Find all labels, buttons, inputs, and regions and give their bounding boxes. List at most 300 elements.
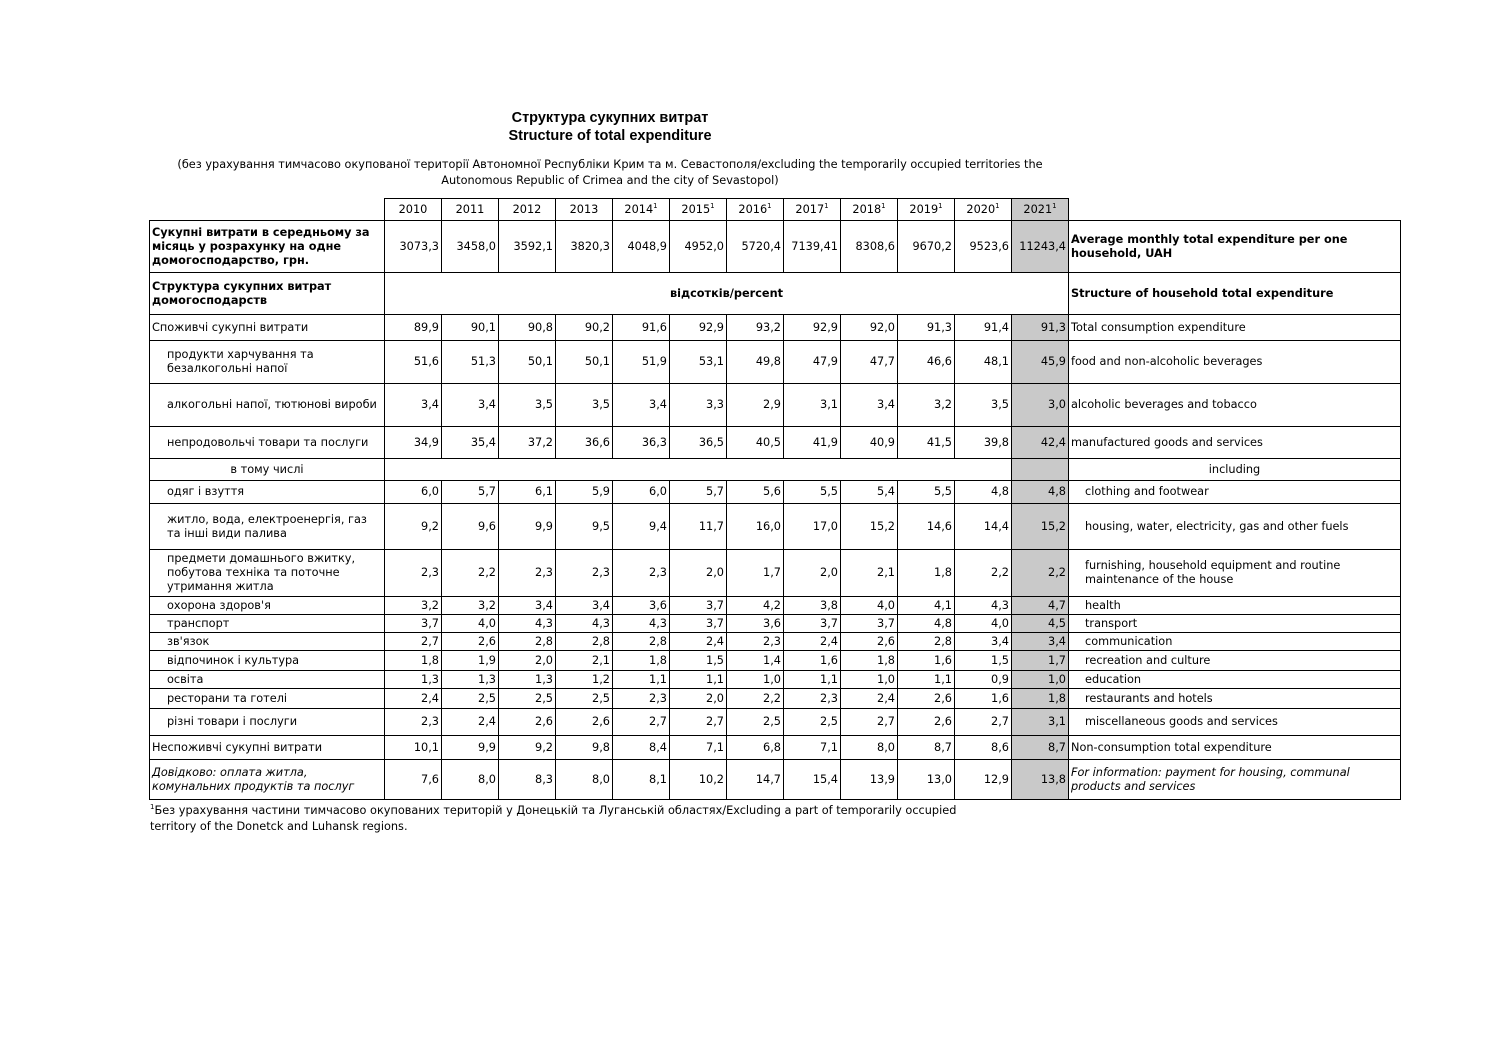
value-cell: 13,9 — [841, 760, 898, 800]
row-label-uk: охорона здоров'я — [150, 597, 385, 615]
value-cell: 8,7 — [1012, 736, 1069, 760]
value-cell: 3,4 — [499, 597, 556, 615]
value-cell: 1,7 — [1012, 651, 1069, 671]
value-cell: 91,6 — [613, 315, 670, 341]
value-cell: 3,8 — [784, 597, 841, 615]
value-cell: 1,2 — [556, 671, 613, 689]
value-cell: 3,4 — [442, 384, 499, 427]
value-cell: 7139,41 — [784, 221, 841, 273]
value-cell: 2,0 — [499, 651, 556, 671]
value-cell: 16,0 — [727, 504, 784, 550]
value-cell: 2,6 — [841, 633, 898, 651]
value-cell: 0,9 — [955, 671, 1012, 689]
value-cell: 2,3 — [613, 689, 670, 709]
value-cell: 90,8 — [499, 315, 556, 341]
value-cell: 8,6 — [955, 736, 1012, 760]
row-label-uk: алкогольні напої, тютюнові вироби — [150, 384, 385, 427]
row-label-en: furnishing, household equipment and routine maintenance of the house — [1069, 550, 1401, 597]
year-header-cell — [1012, 199, 1069, 221]
value-cell: 1,3 — [499, 671, 556, 689]
value-cell: 1,7 — [727, 550, 784, 597]
expenditure-table — [149, 198, 1401, 800]
including-empty — [385, 459, 1012, 481]
value-cell: 4,3 — [613, 615, 670, 633]
row-label-en: housing, water, electricity, gas and other fuels — [1069, 504, 1401, 550]
value-cell: 2,5 — [727, 709, 784, 736]
value-cell: 2,5 — [556, 689, 613, 709]
value-cell: 3,4 — [385, 384, 442, 427]
value-cell: 5,7 — [442, 481, 499, 504]
year-footnote-marker: 1 — [824, 201, 829, 210]
value-cell: 3,7 — [385, 615, 442, 633]
value-cell: 41,9 — [784, 427, 841, 459]
year-label: 2017 — [795, 202, 825, 216]
value-cell: 3820,3 — [556, 221, 613, 273]
value-cell: 6,0 — [385, 481, 442, 504]
table-row — [150, 689, 1401, 709]
value-cell: 5,5 — [898, 481, 955, 504]
value-cell: 8,0 — [442, 760, 499, 800]
row-label-uk: непродовольчі товари та послуги — [150, 427, 385, 459]
row-label-uk: Структура сукупних витрат домогосподарств — [150, 273, 385, 315]
year-footnote-marker: 1 — [653, 201, 658, 210]
value-cell: 4,3 — [556, 615, 613, 633]
value-cell: 2,3 — [385, 550, 442, 597]
value-cell: 14,4 — [955, 504, 1012, 550]
value-cell: 1,1 — [613, 671, 670, 689]
row-label-en: alcoholic beverages and tobacco — [1069, 384, 1401, 427]
row-label-en: health — [1069, 597, 1401, 615]
value-cell: 9,2 — [499, 736, 556, 760]
value-cell: 5,9 — [556, 481, 613, 504]
row-label-en: manufactured goods and services — [1069, 427, 1401, 459]
value-cell: 3,5 — [955, 384, 1012, 427]
row-label-uk: ресторани та готелі — [150, 689, 385, 709]
value-cell: 2,4 — [670, 633, 727, 651]
value-cell: 3,4 — [1012, 633, 1069, 651]
row-label-uk: Споживчі сукупні витрати — [150, 315, 385, 341]
value-cell: 6,8 — [727, 736, 784, 760]
value-cell: 2,3 — [499, 550, 556, 597]
value-cell: 2,6 — [556, 709, 613, 736]
value-cell: 7,1 — [784, 736, 841, 760]
year-header-cell — [499, 199, 556, 221]
including-label-en: including — [1069, 459, 1401, 481]
value-cell: 3,6 — [727, 615, 784, 633]
value-cell: 1,6 — [784, 651, 841, 671]
header-empty-left — [150, 199, 385, 221]
value-cell: 7,1 — [670, 736, 727, 760]
year-header-cell — [784, 199, 841, 221]
year-header-cell — [556, 199, 613, 221]
value-cell: 14,7 — [727, 760, 784, 800]
subtitle-line-1: (без урахування тимчасово окупованої території Автономної Республіки Крим та м. Севастополя/excluding the temporarily occupied territories the — [177, 158, 1043, 171]
value-cell: 8,3 — [499, 760, 556, 800]
row-label-uk: зв'язок — [150, 633, 385, 651]
value-cell: 1,3 — [442, 671, 499, 689]
value-cell: 48,1 — [955, 341, 1012, 384]
year-header-cell — [841, 199, 898, 221]
value-cell: 3,1 — [1012, 709, 1069, 736]
value-cell: 2,5 — [784, 709, 841, 736]
value-cell: 4,5 — [1012, 615, 1069, 633]
value-cell: 2,2 — [1012, 550, 1069, 597]
value-cell: 5,7 — [670, 481, 727, 504]
including-label-uk: в тому числі — [150, 459, 385, 481]
value-cell: 5,4 — [841, 481, 898, 504]
year-header-cell — [442, 199, 499, 221]
value-cell: 90,1 — [442, 315, 499, 341]
value-cell: 9,2 — [385, 504, 442, 550]
including-empty-highlight — [1012, 459, 1069, 481]
value-cell: 1,6 — [955, 689, 1012, 709]
value-cell: 1,0 — [841, 671, 898, 689]
value-cell: 1,0 — [1012, 671, 1069, 689]
row-label-en: communication — [1069, 633, 1401, 651]
value-cell: 3592,1 — [499, 221, 556, 273]
value-cell: 8,4 — [613, 736, 670, 760]
table-row-including — [150, 459, 1401, 481]
value-cell: 1,5 — [670, 651, 727, 671]
year-footnote-marker: 1 — [710, 201, 715, 210]
value-cell: 2,3 — [727, 633, 784, 651]
value-cell: 15,4 — [784, 760, 841, 800]
value-cell: 3,4 — [556, 597, 613, 615]
value-cell: 8,1 — [613, 760, 670, 800]
row-label-en: education — [1069, 671, 1401, 689]
value-cell: 50,1 — [499, 341, 556, 384]
table-row — [150, 633, 1401, 651]
value-cell: 2,4 — [385, 689, 442, 709]
value-cell: 9,4 — [613, 504, 670, 550]
table-row — [150, 341, 1401, 384]
value-cell: 2,6 — [898, 709, 955, 736]
value-cell: 3,0 — [1012, 384, 1069, 427]
footnote-marker: 1 — [150, 803, 155, 811]
table-row-average — [150, 221, 1401, 273]
value-cell: 4,0 — [442, 615, 499, 633]
value-cell: 3,4 — [955, 633, 1012, 651]
value-cell: 2,8 — [898, 633, 955, 651]
value-cell: 2,5 — [499, 689, 556, 709]
value-cell: 2,4 — [442, 709, 499, 736]
header-row-years — [150, 199, 1401, 221]
row-label-uk: освіта — [150, 671, 385, 689]
value-cell: 37,2 — [499, 427, 556, 459]
value-cell: 42,4 — [1012, 427, 1069, 459]
value-cell: 3,4 — [613, 384, 670, 427]
value-cell: 5720,4 — [727, 221, 784, 273]
value-cell: 92,0 — [841, 315, 898, 341]
row-label-uk: продукти харчування та безалкогольні напої — [150, 341, 385, 384]
row-label-uk: предмети домашнього вжитку, побутова техніка та поточне утримання житла — [150, 550, 385, 597]
value-cell: 7,6 — [385, 760, 442, 800]
value-cell: 2,0 — [670, 550, 727, 597]
row-label-en: Total consumption expenditure — [1069, 315, 1401, 341]
value-cell: 2,1 — [841, 550, 898, 597]
value-cell: 51,6 — [385, 341, 442, 384]
value-cell: 8,0 — [556, 760, 613, 800]
value-cell: 4048,9 — [613, 221, 670, 273]
value-cell: 4,8 — [1012, 481, 1069, 504]
year-label: 2010 — [398, 202, 428, 216]
value-cell: 2,3 — [613, 550, 670, 597]
table-row — [150, 736, 1401, 760]
value-cell: 3458,0 — [442, 221, 499, 273]
year-header-cell — [670, 199, 727, 221]
value-cell: 3,7 — [784, 615, 841, 633]
value-cell: 1,8 — [898, 550, 955, 597]
value-cell: 91,3 — [1012, 315, 1069, 341]
year-footnote-marker: 1 — [995, 201, 1000, 210]
value-cell: 1,0 — [727, 671, 784, 689]
value-cell: 3,5 — [556, 384, 613, 427]
table-row — [150, 760, 1401, 800]
year-header-cell — [613, 199, 670, 221]
value-cell: 50,1 — [556, 341, 613, 384]
value-cell: 9,9 — [442, 736, 499, 760]
value-cell: 2,0 — [670, 689, 727, 709]
value-cell: 4,3 — [955, 597, 1012, 615]
value-cell: 2,4 — [841, 689, 898, 709]
row-label-en: miscellaneous goods and services — [1069, 709, 1401, 736]
footnote-line-1: Без урахування частини тимчасово окупованих територій у Донецькій та Луганській областях/Excluding a part of temporarily occupied — [154, 804, 957, 817]
value-cell: 47,7 — [841, 341, 898, 384]
value-cell: 1,9 — [442, 651, 499, 671]
year-label: 2012 — [512, 202, 542, 216]
value-cell: 1,4 — [727, 651, 784, 671]
table-row — [150, 384, 1401, 427]
value-cell: 1,8 — [385, 651, 442, 671]
value-cell: 4,8 — [955, 481, 1012, 504]
value-cell: 3,1 — [784, 384, 841, 427]
header-empty-right — [1069, 199, 1401, 221]
value-cell: 4,0 — [955, 615, 1012, 633]
value-cell: 3073,3 — [385, 221, 442, 273]
value-cell: 6,0 — [613, 481, 670, 504]
value-cell: 93,2 — [727, 315, 784, 341]
value-cell: 3,4 — [841, 384, 898, 427]
value-cell: 5,6 — [727, 481, 784, 504]
table-row — [150, 504, 1401, 550]
year-footnote-marker: 1 — [1052, 201, 1057, 210]
value-cell: 11243,4 — [1012, 221, 1069, 273]
value-cell: 2,5 — [442, 689, 499, 709]
value-cell: 15,2 — [1012, 504, 1069, 550]
year-header-cell — [955, 199, 1012, 221]
row-label-uk: житло, вода, електроенергія, газ та інші види палива — [150, 504, 385, 550]
row-label-en: For information: payment for housing, communal products and services — [1069, 760, 1401, 800]
value-cell: 9,5 — [556, 504, 613, 550]
value-cell: 2,9 — [727, 384, 784, 427]
value-cell: 40,5 — [727, 427, 784, 459]
value-cell: 1,1 — [670, 671, 727, 689]
row-label-en: transport — [1069, 615, 1401, 633]
value-cell: 2,2 — [955, 550, 1012, 597]
value-cell: 1,8 — [841, 651, 898, 671]
value-cell: 40,9 — [841, 427, 898, 459]
value-cell: 3,2 — [442, 597, 499, 615]
value-cell: 2,2 — [442, 550, 499, 597]
year-footnote-marker: 1 — [767, 201, 772, 210]
value-cell: 8,7 — [898, 736, 955, 760]
row-label-uk: транспорт — [150, 615, 385, 633]
year-label: 2016 — [738, 202, 768, 216]
value-cell: 1,8 — [613, 651, 670, 671]
value-cell: 8308,6 — [841, 221, 898, 273]
value-cell: 4,1 — [898, 597, 955, 615]
table-row — [150, 597, 1401, 615]
value-cell: 2,2 — [727, 689, 784, 709]
year-label: 2014 — [624, 202, 654, 216]
value-cell: 9670,2 — [898, 221, 955, 273]
value-cell: 53,1 — [670, 341, 727, 384]
value-cell: 3,7 — [841, 615, 898, 633]
value-cell: 41,5 — [898, 427, 955, 459]
footnote-line-2: territory of the Donetck and Luhansk regions. — [150, 820, 408, 833]
row-label-uk: одяг і взуття — [150, 481, 385, 504]
table-row — [150, 481, 1401, 504]
value-cell: 3,3 — [670, 384, 727, 427]
table-row — [150, 427, 1401, 459]
year-label: 2019 — [909, 202, 939, 216]
value-cell: 51,3 — [442, 341, 499, 384]
value-cell: 17,0 — [784, 504, 841, 550]
value-cell: 10,2 — [670, 760, 727, 800]
value-cell: 9523,6 — [955, 221, 1012, 273]
value-cell: 92,9 — [670, 315, 727, 341]
row-label-en: clothing and footwear — [1069, 481, 1401, 504]
value-cell: 3,7 — [670, 615, 727, 633]
value-cell: 3,2 — [898, 384, 955, 427]
table-row — [150, 615, 1401, 633]
value-cell: 2,4 — [784, 633, 841, 651]
value-cell: 36,6 — [556, 427, 613, 459]
value-cell: 2,3 — [385, 709, 442, 736]
value-cell: 3,2 — [385, 597, 442, 615]
value-cell: 1,5 — [955, 651, 1012, 671]
value-cell: 2,7 — [841, 709, 898, 736]
value-cell: 35,4 — [442, 427, 499, 459]
year-header-cell — [898, 199, 955, 221]
year-header-cell — [385, 199, 442, 221]
row-label-en: restaurants and hotels — [1069, 689, 1401, 709]
value-cell: 2,3 — [784, 689, 841, 709]
value-cell: 3,6 — [613, 597, 670, 615]
row-label-en: Structure of household total expenditure — [1069, 273, 1401, 315]
value-cell: 4,3 — [499, 615, 556, 633]
value-cell: 2,3 — [556, 550, 613, 597]
value-cell: 2,0 — [784, 550, 841, 597]
value-cell: 34,9 — [385, 427, 442, 459]
value-cell: 1,6 — [898, 651, 955, 671]
value-cell: 2,6 — [898, 689, 955, 709]
value-cell: 91,4 — [955, 315, 1012, 341]
value-cell: 46,6 — [898, 341, 955, 384]
year-header-cell — [727, 199, 784, 221]
value-cell: 4,8 — [898, 615, 955, 633]
value-cell: 14,6 — [898, 504, 955, 550]
value-cell: 4,7 — [1012, 597, 1069, 615]
value-cell: 13,0 — [898, 760, 955, 800]
value-cell: 36,5 — [670, 427, 727, 459]
value-cell: 5,5 — [784, 481, 841, 504]
unit-label: відсотків/percent — [385, 273, 1069, 315]
value-cell: 2,7 — [955, 709, 1012, 736]
title-english: Structure of total expenditure — [508, 128, 712, 144]
value-cell: 2,6 — [442, 633, 499, 651]
row-label-en: Average monthly total expenditure per one household, UAH — [1069, 221, 1401, 273]
subtitle-line-2: Autonomous Republic of Crimea and the city of Sevastopol) — [441, 174, 779, 187]
row-label-uk: Довідково: оплата житла, комунальних продуктів та послуг — [150, 760, 385, 800]
table-row — [150, 550, 1401, 597]
year-label: 2015 — [681, 202, 711, 216]
value-cell: 1,1 — [898, 671, 955, 689]
value-cell: 6,1 — [499, 481, 556, 504]
value-cell: 4952,0 — [670, 221, 727, 273]
row-label-uk: Сукупні витрати в середньому за місяць у розрахунку на одне домогосподарство, грн. — [150, 221, 385, 273]
value-cell: 89,9 — [385, 315, 442, 341]
value-cell: 39,8 — [955, 427, 1012, 459]
value-cell: 92,9 — [784, 315, 841, 341]
year-label: 2021 — [1023, 202, 1053, 216]
value-cell: 2,8 — [556, 633, 613, 651]
year-label: 2020 — [966, 202, 996, 216]
row-label-en: Non-consumption total expenditure — [1069, 736, 1401, 760]
year-label: 2011 — [455, 202, 485, 216]
table-row — [150, 651, 1401, 671]
value-cell: 3,5 — [499, 384, 556, 427]
value-cell: 9,8 — [556, 736, 613, 760]
table-row — [150, 709, 1401, 736]
table-row-structure — [150, 273, 1401, 315]
value-cell: 91,3 — [898, 315, 955, 341]
value-cell: 90,2 — [556, 315, 613, 341]
row-label-uk: різні товари і послуги — [150, 709, 385, 736]
value-cell: 2,8 — [499, 633, 556, 651]
value-cell: 45,9 — [1012, 341, 1069, 384]
value-cell: 51,9 — [613, 341, 670, 384]
value-cell: 1,3 — [385, 671, 442, 689]
table-row — [150, 315, 1401, 341]
value-cell: 10,1 — [385, 736, 442, 760]
year-label: 2018 — [852, 202, 882, 216]
value-cell: 2,1 — [556, 651, 613, 671]
value-cell: 36,3 — [613, 427, 670, 459]
row-label-en: recreation and culture — [1069, 651, 1401, 671]
value-cell: 2,7 — [385, 633, 442, 651]
footnote — [150, 803, 1050, 835]
value-cell: 4,0 — [841, 597, 898, 615]
row-label-uk: відпочинок і культура — [150, 651, 385, 671]
value-cell: 8,0 — [841, 736, 898, 760]
value-cell: 12,9 — [955, 760, 1012, 800]
value-cell: 2,8 — [613, 633, 670, 651]
value-cell: 13,8 — [1012, 760, 1069, 800]
year-footnote-marker: 1 — [938, 201, 943, 210]
table-row — [150, 671, 1401, 689]
row-label-uk: Неспоживчі сукупні витрати — [150, 736, 385, 760]
year-label: 2013 — [569, 202, 599, 216]
title-ukrainian: Структура сукупних витрат — [511, 110, 709, 126]
value-cell: 9,6 — [442, 504, 499, 550]
value-cell: 4,2 — [727, 597, 784, 615]
row-label-en: food and non-alcoholic beverages — [1069, 341, 1401, 384]
value-cell: 3,7 — [670, 597, 727, 615]
value-cell: 1,8 — [1012, 689, 1069, 709]
value-cell: 11,7 — [670, 504, 727, 550]
value-cell: 9,9 — [499, 504, 556, 550]
